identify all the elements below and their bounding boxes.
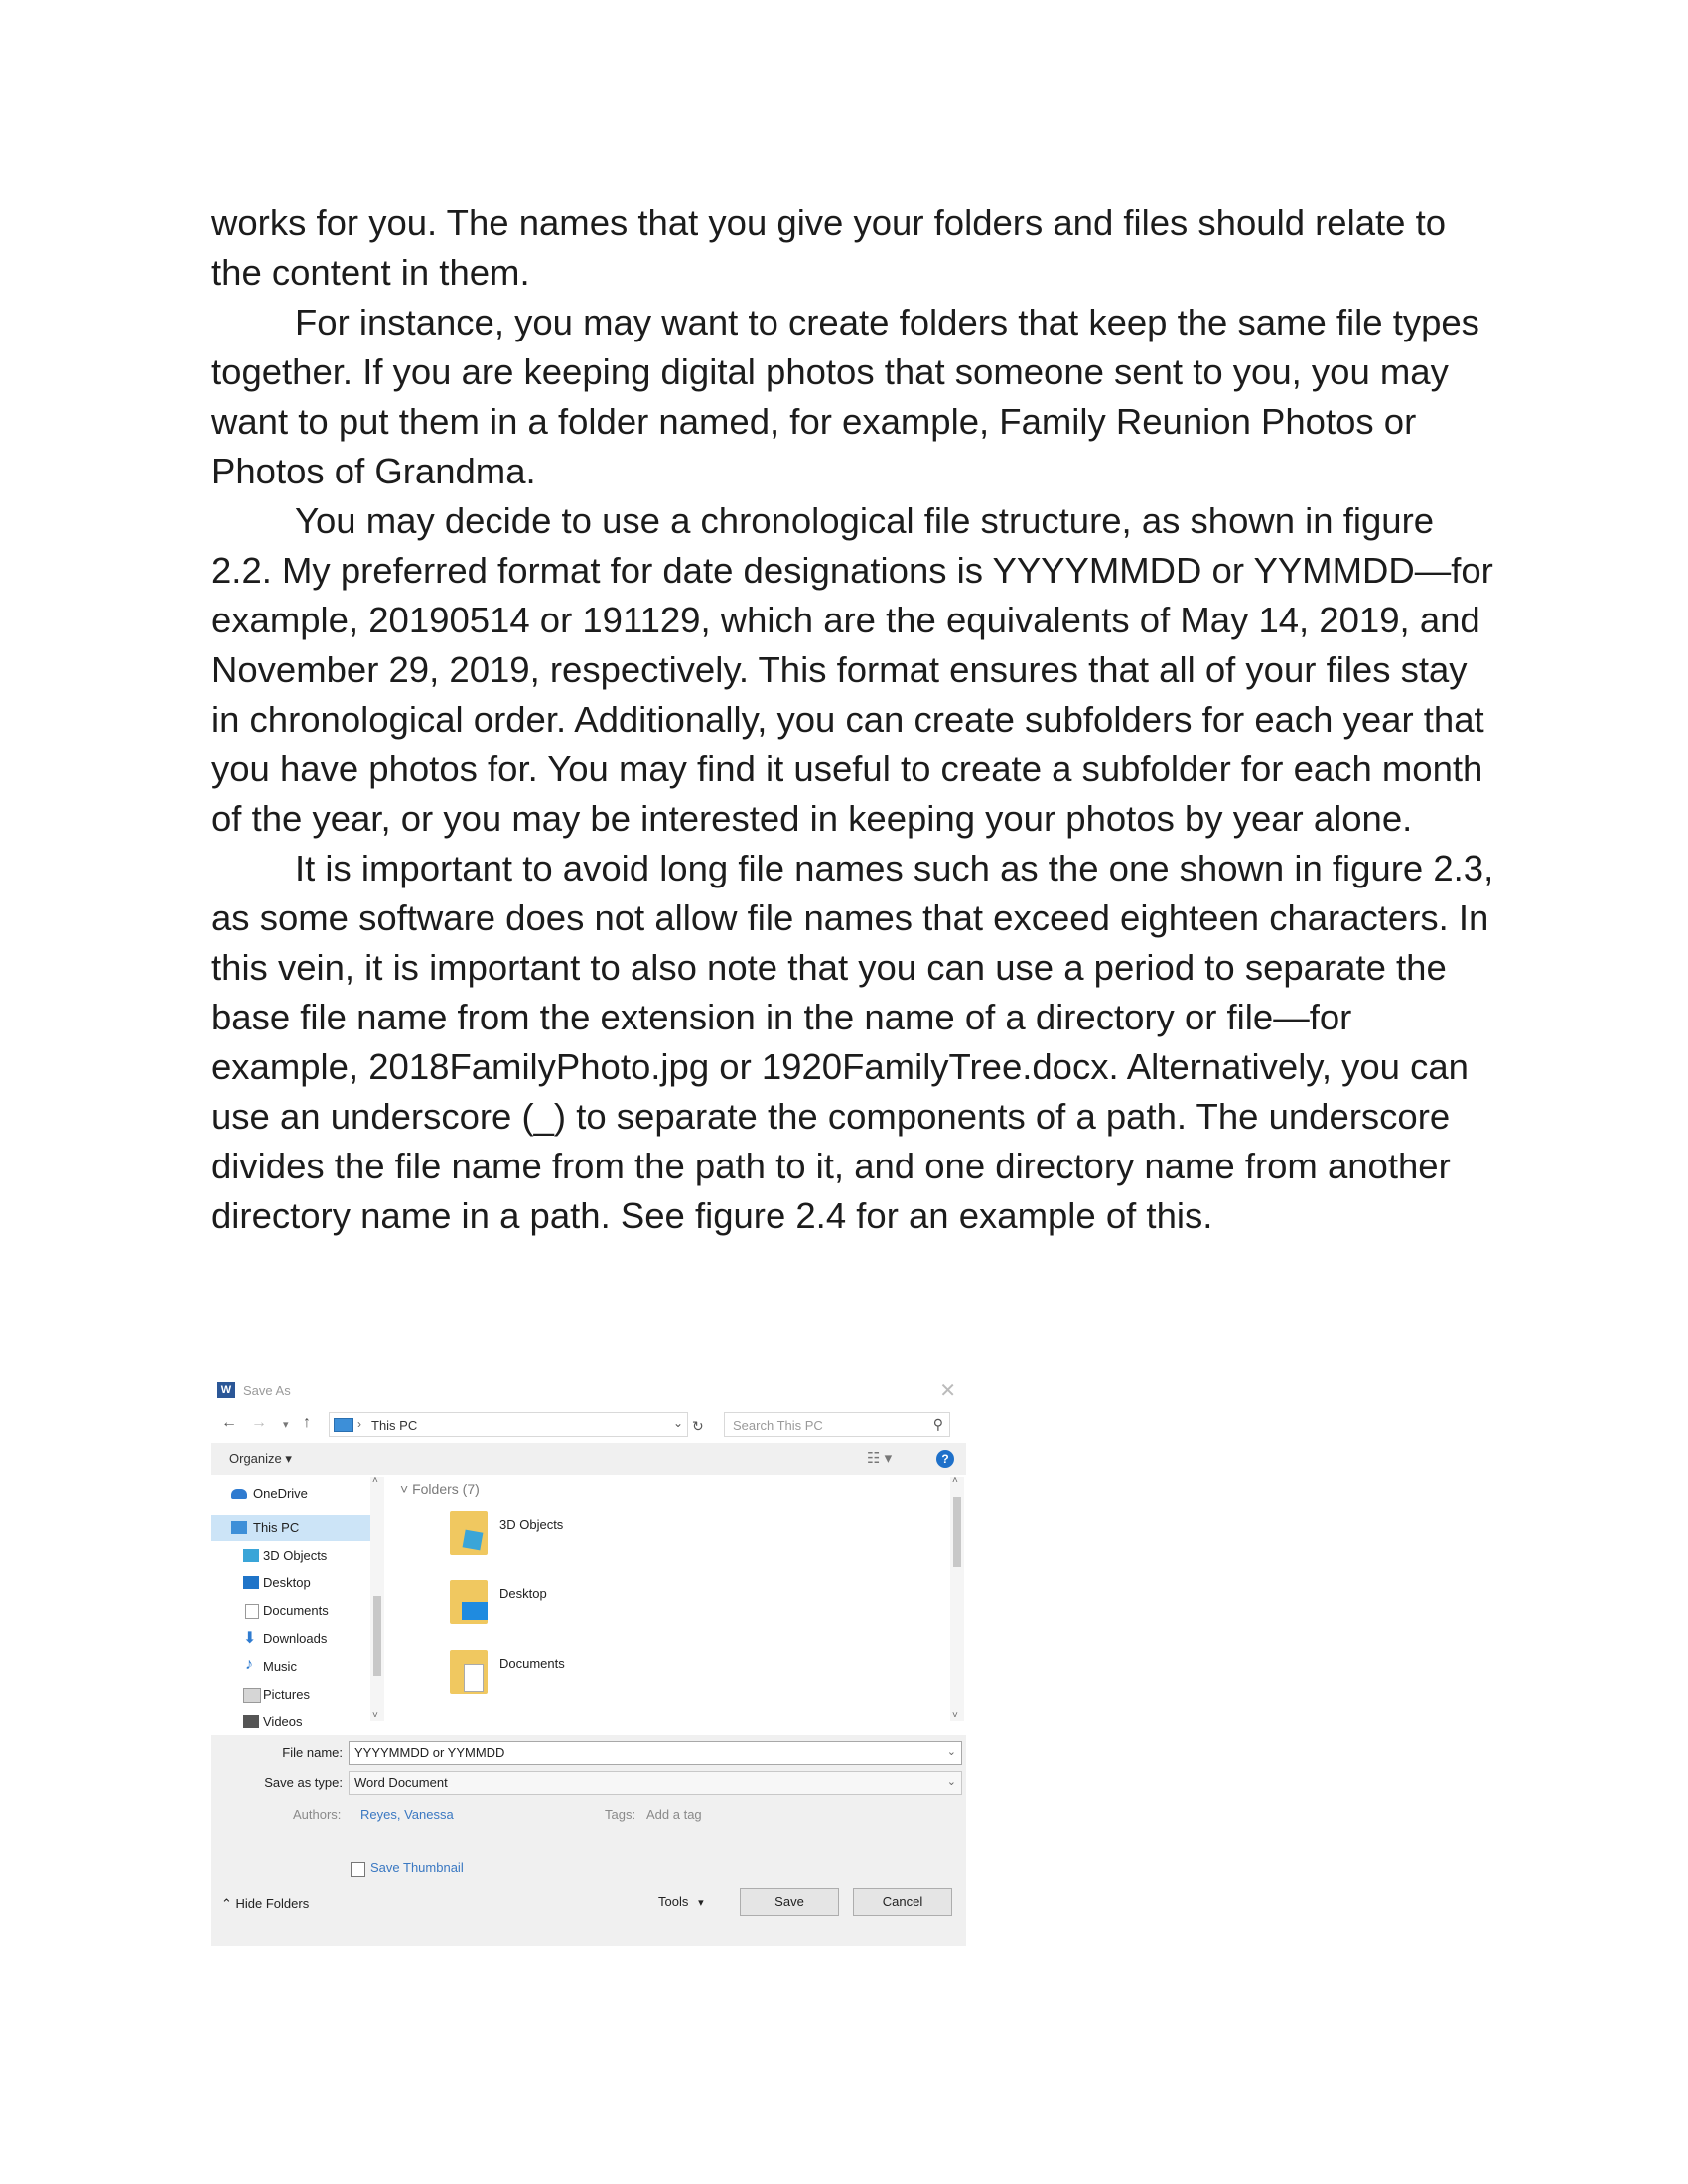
save-button[interactable]: Save — [740, 1888, 839, 1916]
authors-field[interactable]: Reyes, Vanessa — [360, 1807, 454, 1822]
save-as-type-value: Word Document — [354, 1775, 448, 1790]
sidebar-item-downloads[interactable] — [211, 1626, 384, 1652]
body-text — [211, 199, 1502, 1241]
title-bar — [211, 1374, 966, 1406]
paragraph: You may decide to use a chronological file structure, as shown in figure 2.2. My preferred format for date designations is YYYYMMDD or YYMMDD—for example, 20190514 or 191129, which are the equivalents of May 14, 2019, and November 29, 2019, respectively. This format ensures that all of your files stay in chronological order. Additionally, you can create subfolders for each year that you have photos for. You may find it useful to create a subfolder for each month of the year, or you may be interested in keeping your photos by year alone. — [211, 500, 1493, 839]
folder-item-desktop[interactable] — [450, 1576, 748, 1636]
dialog-title: Save As — [243, 1383, 291, 1398]
save-options-panel — [211, 1735, 966, 1946]
sidebar-item-label: Documents — [263, 1603, 329, 1618]
folder-item-3d-objects[interactable] — [450, 1507, 748, 1567]
desktop-icon — [243, 1576, 259, 1589]
navigation-pane — [211, 1477, 384, 1735]
sidebar-item-label: This PC — [253, 1520, 300, 1535]
forward-arrow-icon[interactable]: → — [251, 1414, 267, 1431]
scrollbar-thumb[interactable] — [953, 1497, 961, 1567]
sidebar-item-label: Desktop — [263, 1575, 311, 1590]
picture-icon — [243, 1688, 261, 1703]
help-icon[interactable]: ? — [936, 1450, 954, 1468]
command-toolbar — [211, 1443, 966, 1475]
recent-dropdown-icon[interactable]: ▾ — [283, 1419, 289, 1431]
save-as-dialog — [211, 1374, 966, 1946]
folder-label: 3D Objects — [499, 1517, 564, 1532]
computer-icon — [334, 1418, 353, 1432]
sidebar-item-desktop[interactable] — [211, 1570, 384, 1596]
folder-label: Desktop — [499, 1586, 547, 1601]
refresh-icon[interactable]: ↻ — [692, 1418, 704, 1433]
scroll-up-icon[interactable]: ˄ — [952, 1475, 958, 1486]
save-thumbnail-checkbox[interactable] — [351, 1862, 365, 1877]
sidebar-item-label: 3D Objects — [263, 1548, 328, 1563]
folder-documents-icon — [450, 1650, 488, 1694]
file-name-field[interactable] — [349, 1741, 962, 1765]
scroll-down-icon[interactable]: ˅ — [372, 1710, 378, 1721]
sidebar-item-this-pc[interactable] — [211, 1515, 384, 1541]
document-icon — [245, 1604, 259, 1619]
save-as-type-label: Save as type: — [264, 1775, 343, 1790]
cube-icon — [243, 1549, 259, 1562]
cancel-button[interactable]: Cancel — [853, 1888, 952, 1916]
search-placeholder: Search This PC — [733, 1418, 823, 1433]
folder-item-documents[interactable] — [450, 1646, 748, 1706]
tags-field[interactable]: Add a tag — [646, 1807, 702, 1822]
save-as-type-select[interactable] — [349, 1771, 962, 1795]
folder-label: Documents — [499, 1656, 565, 1671]
authors-label: Authors: — [293, 1807, 342, 1822]
file-list-scrollbar[interactable] — [950, 1477, 964, 1721]
folder-3d-objects-icon — [450, 1511, 488, 1555]
paragraph: works for you. The names that you give your folders and files should relate to the content in them. — [211, 203, 1447, 293]
chevron-down-icon[interactable]: ⌄ — [672, 1416, 683, 1430]
sidebar-item-documents[interactable] — [211, 1598, 384, 1624]
chevron-down-icon: ▾ — [691, 1897, 704, 1909]
download-icon: ⬇ — [243, 1630, 257, 1647]
word-app-icon: W — [217, 1382, 235, 1398]
tools-button[interactable] — [658, 1894, 704, 1909]
organize-button[interactable]: Organize ▾ — [229, 1451, 292, 1466]
file-name-value: YYYYMMDD or YYMMDD — [354, 1745, 505, 1760]
group-header-label: Folders (7) — [412, 1481, 480, 1497]
sidebar-item-music[interactable] — [211, 1654, 384, 1680]
search-input[interactable] — [724, 1412, 950, 1437]
hide-folders-button[interactable] — [221, 1896, 309, 1912]
scroll-down-icon[interactable]: ˅ — [952, 1710, 958, 1721]
sidebar-item-label: Pictures — [263, 1687, 310, 1702]
view-options-icon[interactable]: ☷ ▾ — [867, 1450, 893, 1467]
navigation-scrollbar[interactable] — [370, 1477, 384, 1721]
chevron-up-icon: ⌃ — [221, 1896, 236, 1911]
back-arrow-icon[interactable]: ← — [221, 1414, 237, 1431]
group-header[interactable]: ˅ Folders (7) — [400, 1481, 480, 1497]
address-text: This PC — [371, 1418, 418, 1433]
scrollbar-thumb[interactable] — [373, 1596, 381, 1676]
sidebar-item-label: OneDrive — [253, 1486, 308, 1501]
computer-icon — [231, 1521, 247, 1534]
file-list — [390, 1477, 946, 1721]
breadcrumb-separator-icon: › — [357, 1417, 361, 1431]
search-icon: ⚲ — [932, 1416, 943, 1432]
up-arrow-icon[interactable]: ↑ — [303, 1414, 311, 1431]
folder-desktop-icon — [450, 1580, 488, 1624]
tags-label: Tags: — [605, 1807, 636, 1822]
cloud-icon — [231, 1489, 247, 1499]
chevron-down-icon[interactable]: ⌄ — [946, 1776, 956, 1788]
save-thumbnail-label[interactable]: Save Thumbnail — [370, 1860, 464, 1875]
sidebar-item-label: Videos — [263, 1714, 303, 1729]
sidebar-item-pictures[interactable] — [211, 1682, 384, 1707]
music-icon: ♪ — [245, 1656, 253, 1673]
address-bar-row — [211, 1406, 966, 1441]
chevron-down-icon[interactable]: ⌄ — [946, 1746, 956, 1758]
sidebar-item-3d-objects[interactable] — [211, 1543, 384, 1569]
paragraph: For instance, you may want to create folders that keep the same file types together. If you are keeping digital photos that someone sent to you, you may want to put them in a folder named, for example, Family Reunion Photos or Photos of Grandma. — [211, 302, 1479, 491]
address-box[interactable] — [329, 1412, 688, 1437]
paragraph: It is important to avoid long file names such as the one shown in figure 2.3, as some software does not allow file names that exceed eighteen characters. In this vein, it is important to also note that you can use a period to separate the base file name from the extension in the name of a directory or file—for example, 2018FamilyPhoto.jpg or 1920FamilyTree.docx. Alternatively, you can use an underscore (_) to separate the components of a path. The underscore divides the file name from the path to it, and one directory name from another directory name in a path. See figure 2.4 for an example of this. — [211, 848, 1494, 1236]
sidebar-item-videos[interactable] — [211, 1709, 384, 1735]
scroll-up-icon[interactable]: ˄ — [372, 1475, 378, 1486]
sidebar-item-label: Downloads — [263, 1631, 328, 1646]
sidebar-item-label: Music — [263, 1659, 297, 1674]
hide-folders-label: Hide Folders — [235, 1896, 310, 1911]
tools-label: Tools — [658, 1894, 689, 1909]
sidebar-item-onedrive[interactable] — [211, 1481, 384, 1507]
close-icon[interactable]: ✕ — [939, 1380, 956, 1402]
video-icon — [243, 1715, 259, 1728]
file-name-label: File name: — [282, 1745, 343, 1760]
